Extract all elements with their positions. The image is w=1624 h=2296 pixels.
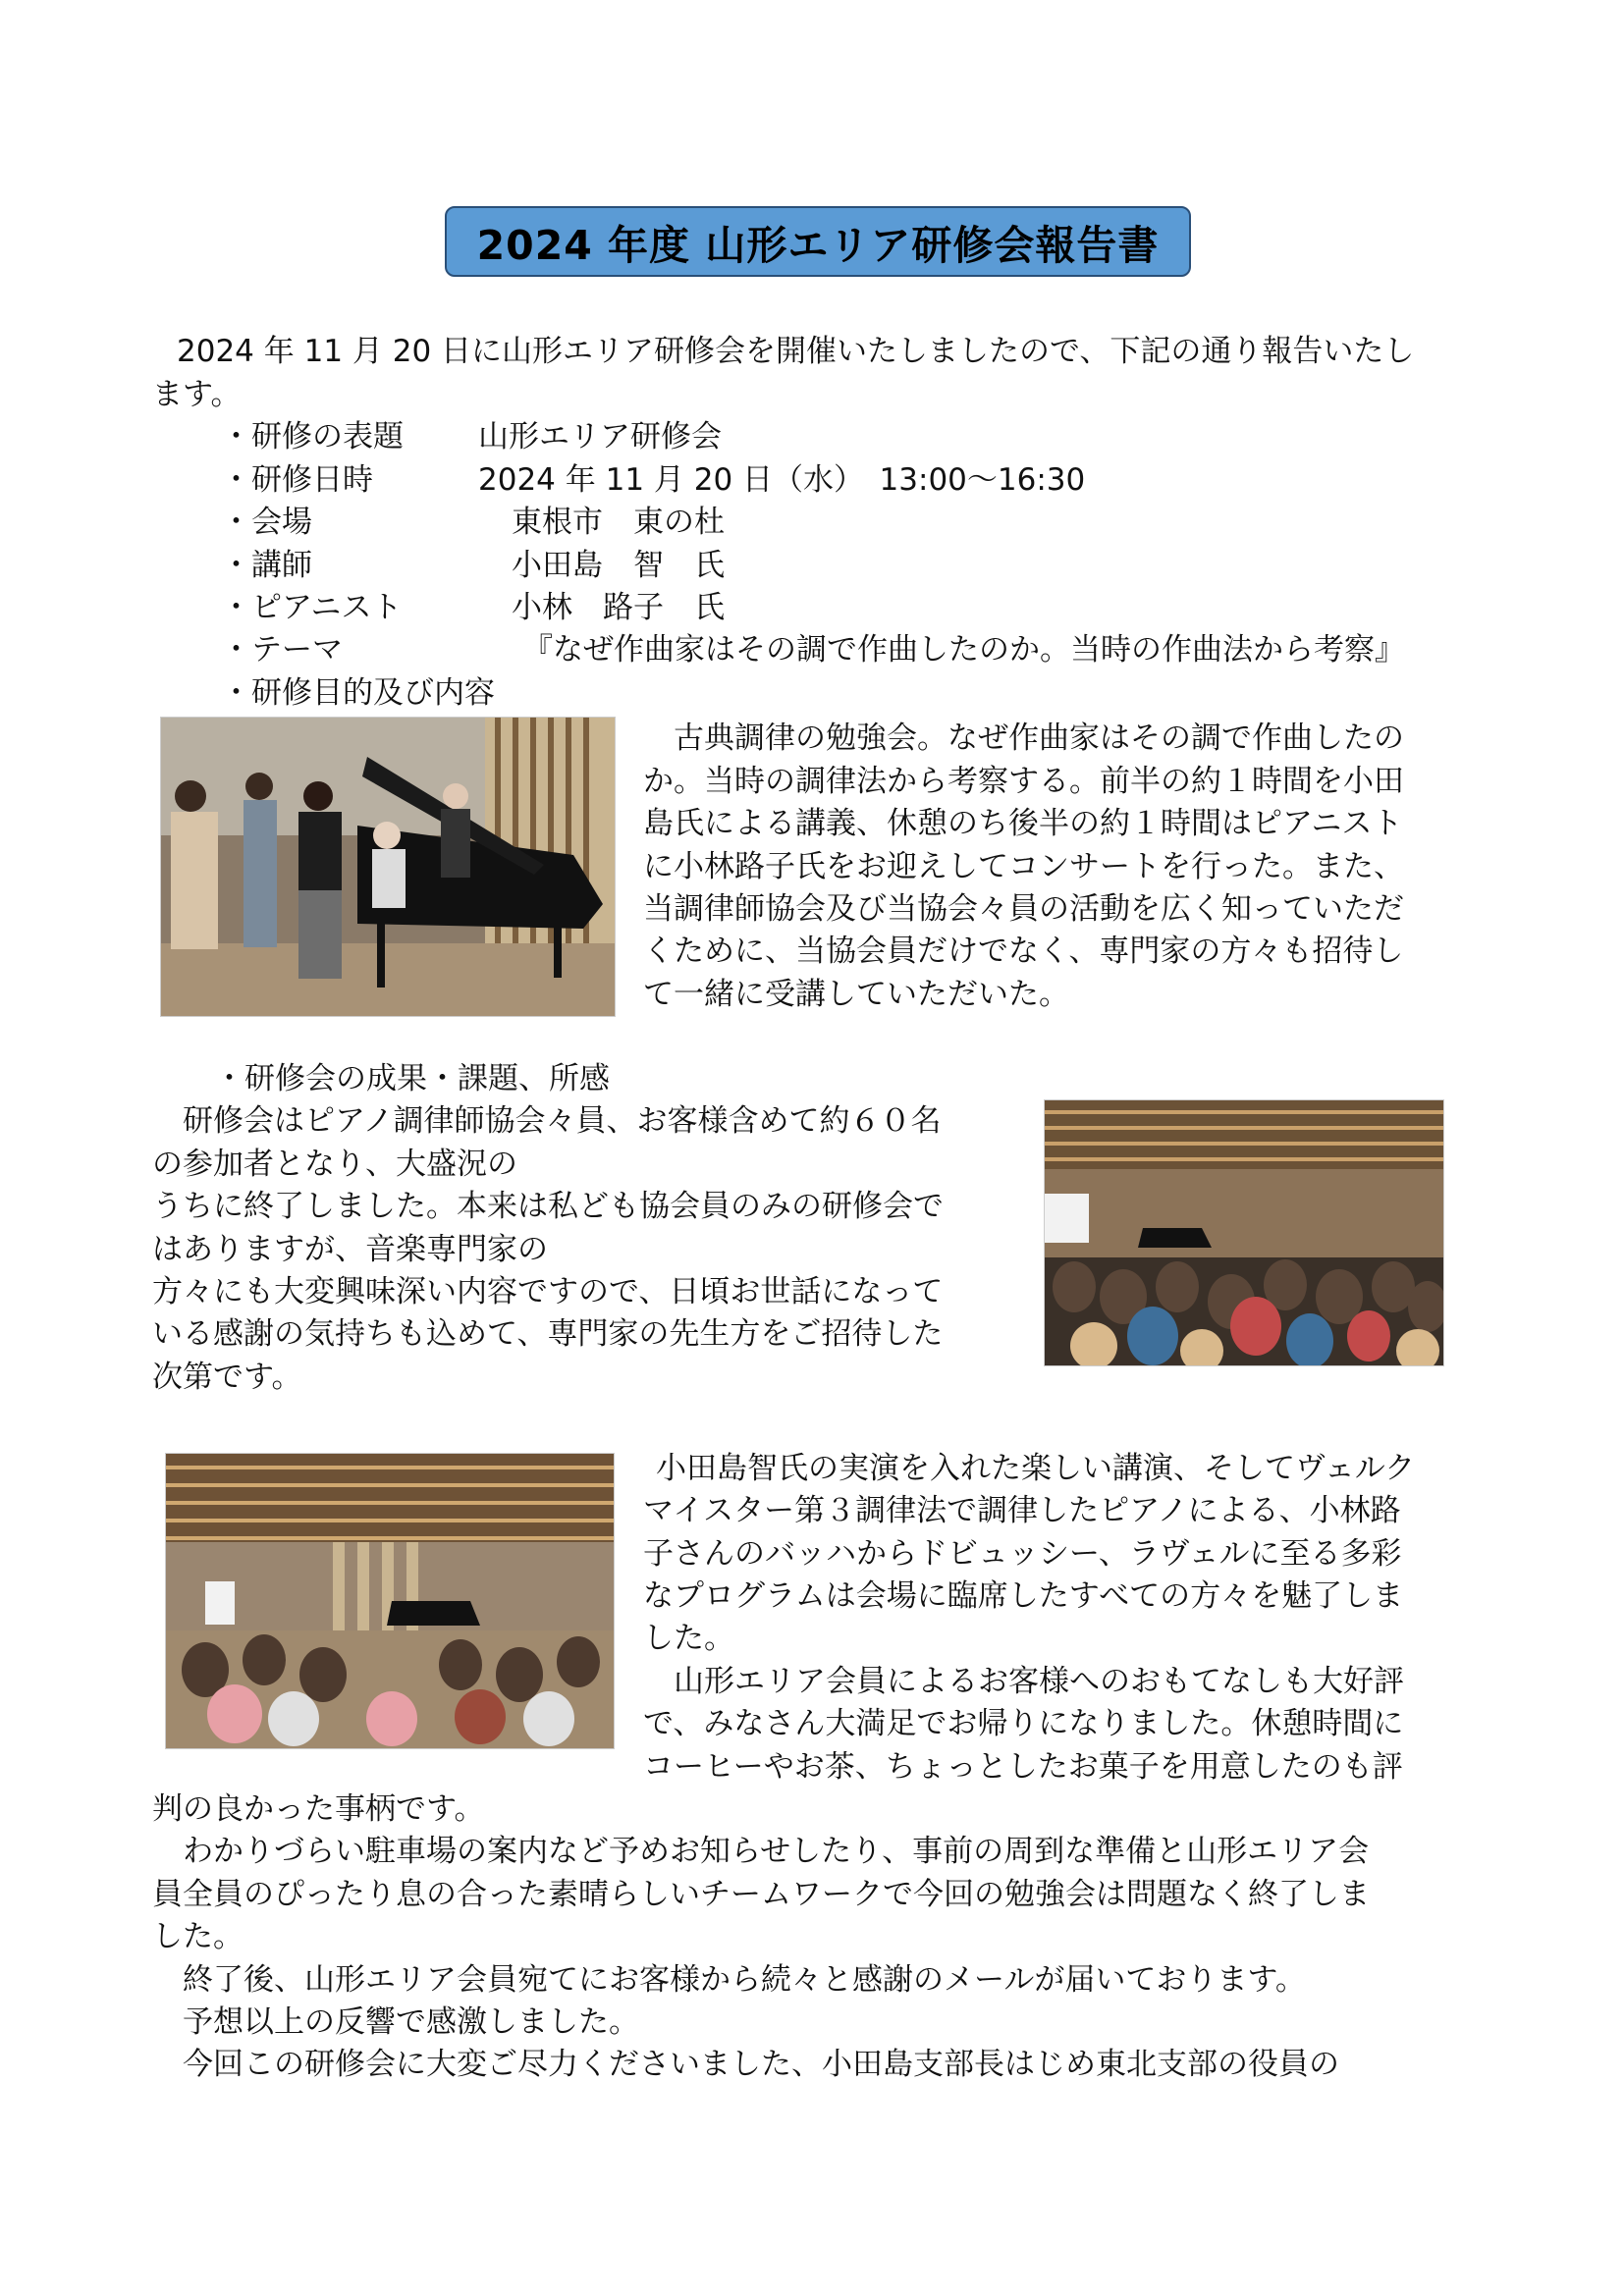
results-line: 次第です。 <box>152 1360 302 1395</box>
concert-line: 子さんのバッハからドビュッシー、ラヴェルに至る多彩 <box>643 1536 1402 1572</box>
detail-value: 小林 路子 氏 <box>512 590 725 625</box>
purpose-line: て一緒に受講していただいた。 <box>643 977 1069 1012</box>
detail-lecturer-row <box>221 544 725 587</box>
detail-label: ・会場 <box>221 505 312 540</box>
results-line: 研修会はピアノ調律師協会々員、お客様含めて約６０名 <box>183 1103 942 1139</box>
photo-audience-hall <box>1044 1099 1444 1366</box>
detail-pianist-row <box>221 586 725 629</box>
closing-line: 終了後、山形エリア会員宛てにお客様から続々と感謝のメールが届いております。 <box>183 1962 1306 1998</box>
detail-label: ・講師 <box>221 548 312 583</box>
purpose-line: 島氏による講義、休憩のち後半の約１時間はピアニスト <box>643 806 1403 841</box>
photo-concert <box>165 1453 615 1749</box>
concert-line: 小田島智氏の実演を入れた楽しい講演、そしてヴェルク <box>656 1451 1416 1486</box>
closing-line: 判の良かった事柄です。 <box>152 1791 485 1827</box>
report-title: 2024 年度 山形エリア研修会報告書 <box>476 221 1160 269</box>
photo-piano-lecture <box>160 717 616 1017</box>
results-line: はありますが、音楽専門家の <box>152 1232 548 1267</box>
results-heading: ・研修会の成果・課題、所感 <box>214 1061 610 1096</box>
detail-value: 東根市 東の杜 <box>512 505 725 540</box>
concert-line: コーヒーやお茶、ちょっとしたお菓子を用意したのも評 <box>643 1749 1403 1785</box>
detail-label: ・研修の表題 <box>221 419 404 454</box>
concert-line: マイスター第３調律法で調律したピアノによる、小林路 <box>643 1493 1401 1528</box>
purpose-line: くために、当協会員だけでなく、専門家の方々も招待し <box>643 934 1404 969</box>
closing-line: わかりづらい駐車場の案内など予めお知らせしたり、事前の周到な準備と山形エリア会 <box>183 1834 1370 1869</box>
detail-value: 山形エリア研修会 <box>478 419 722 454</box>
purpose-line: か。当時の調律法から考察する。前半の約１時間を小田 <box>643 764 1404 799</box>
detail-title-row <box>221 415 722 458</box>
detail-label: ・ピアニスト <box>221 590 403 625</box>
detail-label: ・研修日時 <box>221 462 373 498</box>
results-line: いる感謝の気持ちも込めて、専門家の先生方をご招待した <box>152 1316 944 1352</box>
detail-value: 『なぜ作曲家はその調で作曲したのか。当時の作曲法から考察』 <box>522 632 1405 667</box>
detail-value: 小田島 智 氏 <box>512 548 725 583</box>
intro-line-2: ます。 <box>152 377 242 412</box>
detail-label: ・研修目的及び内容 <box>221 675 495 711</box>
intro-line-1: 2024 年 11 月 20 日に山形エリア研修会を開催いたしましたので、下記の通り報告いたし <box>177 334 1415 369</box>
detail-theme-row <box>221 628 1405 671</box>
results-line: の参加者となり、大盛況の <box>152 1147 517 1182</box>
closing-line: 予想以上の反響で感激しました。 <box>183 2004 639 2040</box>
purpose-line: 当調律師協会及び当協会々員の活動を広く知っていただ <box>643 891 1404 927</box>
detail-venue-row <box>221 501 725 544</box>
closing-line: した。 <box>152 1919 244 1954</box>
detail-purpose-row <box>221 671 495 715</box>
detail-value: 2024 年 11 月 20 日（水） 13:00～16:30 <box>478 462 1086 498</box>
closing-line: 員全員のぴったり息の合った素晴らしいチームワークで今回の勉強会は問題なく終了しま <box>152 1877 1370 1912</box>
concert-line: なプログラムは会場に臨席したすべての方々を魅了しま <box>643 1578 1404 1614</box>
closing-line: 今回この研修会に大変ご尽力くださいました、小田島支部長はじめ東北支部の役員の <box>183 2047 1339 2082</box>
purpose-line: 古典調律の勉強会。なぜ作曲家はその調で作曲したの <box>674 721 1404 756</box>
detail-label: ・テーマ <box>221 632 343 667</box>
purpose-line: に小林路子氏をお迎えしてコンサートを行った。また、 <box>643 849 1404 884</box>
results-line: 方々にも大変興味深い内容ですので、日頃お世話になって <box>152 1274 944 1309</box>
concert-line: した。 <box>643 1621 734 1656</box>
concert-line: 山形エリア会員によるお客様へのおもてなしも大好評 <box>674 1664 1404 1699</box>
title-banner <box>445 206 1191 277</box>
results-line: うちに終了しました。本来は私ども協会員のみの研修会で <box>152 1189 944 1224</box>
detail-date-row <box>221 458 1085 502</box>
concert-line: で、みなさん大満足でお帰りになりました。休憩時間に <box>643 1706 1404 1741</box>
